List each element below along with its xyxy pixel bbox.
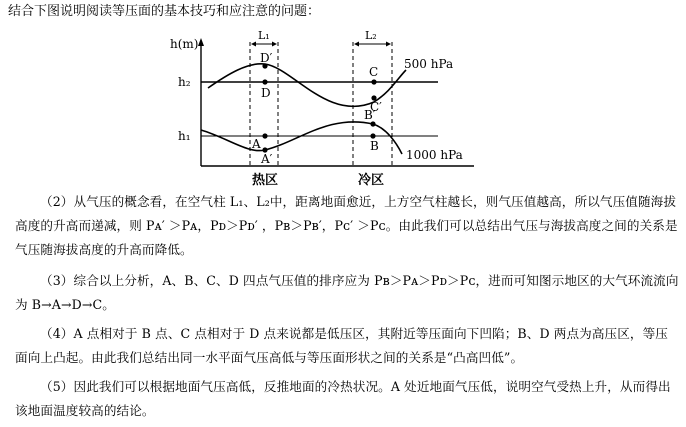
paragraph-5: （5）因此我们可以根据地面气压高低，反推地面的冷热状况。A 处近地面气压低，说明空气受热上升，从而得出该地面温度较高的结论。: [15, 379, 671, 418]
intro-text: 结合下图说明阅读等压面的基本技巧和应注意的问题：: [8, 4, 321, 19]
arrow-left-icon: [354, 42, 359, 47]
label-b-prime: B′: [364, 108, 376, 122]
label-a-prime: A′: [261, 152, 273, 166]
y-axis-arrow-icon: [198, 38, 204, 46]
paragraph-2: （2）从气压的概念看，在空气柱 L₁、L₂中，距离地面愈近，上方空气柱越长，则气压值越高，所以气压值随海拔高度的升高而递减，则 Pᴀ′ ＞Pᴀ，Pᴅ＞Pᴅ′ ，Pʙ＞Pʙ′，Pᴄ′ ＞Pᴄ。由此我们可以总结出气压与海拔高度之间的关系是气压随海拔高度的升高而降低。: [15, 194, 678, 257]
point-d: [262, 79, 267, 84]
arrow-left-icon: [251, 42, 256, 47]
paragraph-4: （4）A 点相对于 B 点、C 点相对于 D 点来说都是低压区，其附近等压面向下凹陷；B、D 两点为高压区，等压面向上凸起。由此我们总结出同一水平面气压高低与等压面形状之间的关系是“凸高凹低”。: [15, 326, 669, 365]
paragraph-3: （3）综合以上分析，A、B、C、D 四点气压值的排序应为 Pʙ＞Pᴀ＞Pᴅ＞Pᴄ，进而可知图示地区的大气环流流向为 B→A→D→C。: [15, 273, 679, 312]
l2-label: L₂: [365, 29, 377, 42]
region-cold-label: 冷区: [358, 173, 385, 188]
isobar-1000-label: 1000 hPa: [406, 148, 463, 162]
label-c-prime: C′: [370, 100, 382, 114]
label-a: A: [252, 137, 261, 151]
region-hot-label: 热区: [252, 173, 279, 188]
arrow-right-icon: [272, 42, 277, 47]
label-b: B: [370, 139, 379, 153]
l1-label: L₁: [258, 29, 270, 42]
label-d-prime: D′: [260, 51, 273, 65]
point-b-prime: [370, 121, 375, 126]
isobaric-surface-diagram: [168, 26, 488, 192]
point-b: [370, 133, 375, 138]
point-a: [262, 133, 267, 138]
arrow-right-icon: [386, 42, 391, 47]
label-d: D: [261, 86, 271, 100]
h1-label: h₁: [178, 129, 191, 143]
label-c: C: [369, 65, 379, 79]
isobar-500-label: 500 hPa: [404, 57, 454, 71]
y-axis-label: h(m): [170, 37, 199, 51]
h2-label: h₂: [178, 75, 191, 89]
point-c: [371, 79, 376, 84]
